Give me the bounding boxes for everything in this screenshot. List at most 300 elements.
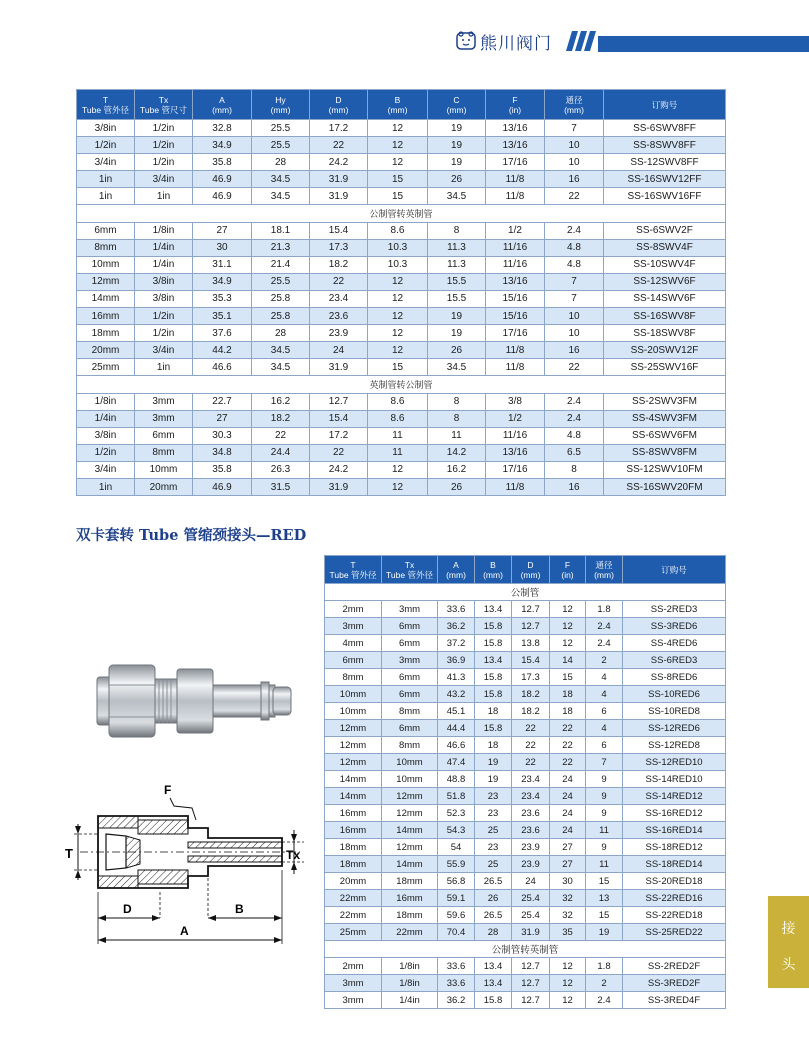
table-cell: 10mm: [382, 771, 438, 788]
table-cell: 11/8: [486, 342, 545, 359]
table-cell: SS-16RED12: [623, 805, 726, 822]
column-header: [310, 90, 368, 120]
table-cell: 12: [368, 342, 428, 359]
table-cell: 15.8: [475, 720, 512, 737]
table-cell: 31.9: [310, 171, 368, 188]
column-header: [135, 90, 193, 120]
table-row: [325, 754, 726, 771]
table-cell: 20mm: [77, 342, 135, 359]
table-cell: 6mm: [77, 222, 135, 239]
column-header-line: Tx: [158, 94, 169, 105]
side-tab-char-2: 头: [781, 957, 796, 973]
table-row: [77, 222, 726, 239]
table-header-row: [325, 556, 726, 584]
table-cell: SS-8SWV8FM: [604, 444, 726, 461]
section-row: [77, 205, 726, 222]
table-cell: 13.4: [475, 652, 512, 669]
table-cell: 12.7: [512, 975, 550, 992]
table-cell: 18: [475, 737, 512, 754]
table-cell: 8.6: [368, 222, 428, 239]
table-cell: 3/8in: [77, 120, 135, 137]
section-title: 双卡套转 Tube 管缩颈接头—RED: [76, 527, 307, 544]
column-header-line: A: [453, 559, 459, 570]
table-cell: 11/8: [486, 478, 545, 495]
table-cell: 8: [428, 393, 486, 410]
column-header-line: D: [335, 94, 342, 105]
table-cell: SS-18RED14: [623, 856, 726, 873]
red-fitting-table: [324, 555, 726, 1009]
table-cell: 2.4: [545, 222, 604, 239]
table-cell: SS-16SWV12FF: [604, 171, 726, 188]
table-cell: 12: [368, 137, 428, 154]
table-cell: 23.6: [512, 805, 550, 822]
table-cell: 3mm: [135, 410, 193, 427]
table-cell: 11: [428, 427, 486, 444]
table-cell: 1/4in: [135, 256, 193, 273]
table-cell: 23.4: [310, 290, 368, 307]
table-cell: 15: [586, 873, 623, 890]
table-cell: 21.4: [252, 256, 310, 273]
table-cell: SS-12SWV6F: [604, 273, 726, 290]
table-cell: 22: [545, 359, 604, 376]
table-cell: 9: [586, 805, 623, 822]
table-cell: 1/8in: [382, 975, 438, 992]
label-b: B: [235, 902, 244, 916]
table-cell: 25: [475, 856, 512, 873]
table-cell: SS-18RED12: [623, 839, 726, 856]
table-cell: 22: [512, 737, 550, 754]
table-cell: 12mm: [382, 788, 438, 805]
table-row: [325, 788, 726, 805]
table-cell: 48.8: [438, 771, 475, 788]
table-cell: 54: [438, 839, 475, 856]
table-cell: 25: [475, 822, 512, 839]
table-cell: 12mm: [325, 737, 382, 754]
table-cell: 4.8: [545, 427, 604, 444]
table-cell: 36.2: [438, 992, 475, 1009]
column-header-line: (mm): [212, 104, 232, 115]
table-cell: 10: [545, 325, 604, 342]
table-row: [325, 652, 726, 669]
table-cell: 25mm: [325, 924, 382, 941]
table-cell: 15/16: [486, 290, 545, 307]
section-label: 英制管转公制管: [77, 376, 726, 393]
table-cell: 22: [550, 720, 586, 737]
column-header-line: T: [102, 94, 109, 105]
table-cell: 70.4: [438, 924, 475, 941]
table-cell: 17.3: [310, 239, 368, 256]
table-cell: 31.9: [310, 359, 368, 376]
table-cell: 13.4: [475, 975, 512, 992]
table-cell: 24.2: [310, 154, 368, 171]
table-cell: 26: [428, 478, 486, 495]
table-cell: 56.8: [438, 873, 475, 890]
table-cell: 46.9: [193, 478, 252, 495]
table-cell: 17/16: [486, 461, 545, 478]
column-header-line: F: [512, 94, 518, 105]
column-header-line: (in): [561, 569, 574, 580]
table-cell: 3mm: [325, 975, 382, 992]
table-cell: 47.4: [438, 754, 475, 771]
table-cell: 32.8: [193, 120, 252, 137]
table-cell: 26: [475, 890, 512, 907]
table-cell: 15: [550, 669, 586, 686]
table-cell: 14mm: [77, 290, 135, 307]
table-cell: 15.4: [512, 652, 550, 669]
table-cell: SS-2RED2F: [623, 958, 726, 975]
table-cell: 22: [545, 188, 604, 205]
table-cell: 23.4: [512, 788, 550, 805]
table-cell: 30: [193, 239, 252, 256]
table-cell: 6: [586, 703, 623, 720]
column-header: [325, 556, 382, 584]
table-cell: SS-10SWV4F: [604, 256, 726, 273]
table-cell: 31.9: [310, 478, 368, 495]
table-cell: SS-25SWV16F: [604, 359, 726, 376]
table-cell: 6mm: [382, 635, 438, 652]
table-cell: 26.5: [475, 873, 512, 890]
table-cell: 10: [545, 308, 604, 325]
table-cell: 51.8: [438, 788, 475, 805]
column-header-line: B: [394, 94, 401, 105]
brand-name: 熊川阀门: [480, 33, 552, 54]
table-cell: 8mm: [382, 737, 438, 754]
table-row: [77, 137, 726, 154]
table-cell: 1/2in: [135, 325, 193, 342]
table-cell: 2.4: [545, 410, 604, 427]
table-cell: 16mm: [325, 805, 382, 822]
table-cell: 22: [512, 754, 550, 771]
label-d: D: [123, 902, 132, 916]
table-cell: 27: [550, 856, 586, 873]
table-cell: 16: [545, 342, 604, 359]
table-row: [325, 924, 726, 941]
column-header: [428, 90, 486, 120]
brand-bar: [598, 36, 809, 52]
column-header-line: (mm): [594, 569, 614, 580]
table-cell: 22: [310, 444, 368, 461]
table-cell: 18.2: [512, 703, 550, 720]
table-cell: 12mm: [325, 720, 382, 737]
table-cell: 1/2: [486, 222, 545, 239]
table-cell: 25.4: [512, 890, 550, 907]
column-header: [586, 556, 623, 584]
table-cell: 20mm: [325, 873, 382, 890]
table-row: [77, 478, 726, 495]
table-cell: 22: [512, 720, 550, 737]
table-cell: 19: [475, 771, 512, 788]
table-cell: 18.2: [310, 256, 368, 273]
table-cell: 24: [550, 771, 586, 788]
column-header-line: (mm): [564, 104, 584, 115]
table-cell: 18.1: [252, 222, 310, 239]
table-cell: 11: [586, 822, 623, 839]
table-cell: 1/8in: [135, 222, 193, 239]
table-cell: 12: [368, 120, 428, 137]
table-cell: 11/8: [486, 188, 545, 205]
column-header-line: C: [453, 94, 460, 105]
column-header-line: (in): [508, 104, 522, 115]
table-cell: 1/2in: [77, 444, 135, 461]
table-cell: 12mm: [77, 273, 135, 290]
table-cell: 2mm: [325, 958, 382, 975]
brand-header: [455, 26, 600, 56]
table-cell: SS-8RED6: [623, 669, 726, 686]
table-row: [77, 120, 726, 137]
section-label: 公制管: [325, 584, 726, 601]
column-header-line: 通径: [565, 94, 583, 105]
table-row: [77, 461, 726, 478]
table-cell: 10mm: [382, 754, 438, 771]
table-cell: SS-25RED22: [623, 924, 726, 941]
table-cell: 1in: [77, 171, 135, 188]
table-cell: 4: [586, 720, 623, 737]
column-header-line: Tube 管外径: [82, 104, 129, 115]
table-cell: 12.7: [310, 393, 368, 410]
table-cell: 1/2in: [135, 120, 193, 137]
table-cell: SS-3RED6: [623, 618, 726, 635]
table-cell: 11.3: [428, 256, 486, 273]
column-header: [623, 556, 726, 584]
section-label: 公制管转英制管: [77, 205, 726, 222]
table-row: [77, 444, 726, 461]
table-cell: 24: [550, 788, 586, 805]
table-cell: 14mm: [325, 788, 382, 805]
table-cell: 31.9: [310, 188, 368, 205]
table-cell: 30.3: [193, 427, 252, 444]
table-cell: 8: [545, 461, 604, 478]
table-cell: 33.6: [438, 958, 475, 975]
table-cell: 10: [545, 137, 604, 154]
table-row: [77, 410, 726, 427]
table-cell: 59.6: [438, 907, 475, 924]
table-cell: 11: [586, 856, 623, 873]
table-cell: 12: [368, 273, 428, 290]
table-row: [325, 720, 726, 737]
label-t: T: [65, 846, 73, 861]
table-cell: 15: [368, 359, 428, 376]
table-cell: 36.2: [438, 618, 475, 635]
column-header: [545, 90, 604, 120]
table-cell: 6mm: [135, 427, 193, 444]
table-cell: 25.5: [252, 137, 310, 154]
table-cell: 8: [428, 222, 486, 239]
table-cell: 25.8: [252, 290, 310, 307]
table-cell: 59.1: [438, 890, 475, 907]
table-cell: 16.2: [428, 461, 486, 478]
column-header-line: (mm): [520, 569, 541, 580]
table-cell: SS-22RED16: [623, 890, 726, 907]
table-cell: 6: [586, 737, 623, 754]
column-header: [475, 556, 512, 584]
table-row: [325, 805, 726, 822]
label-f: F: [164, 783, 172, 797]
table-cell: 7: [545, 273, 604, 290]
table-cell: 3/8in: [135, 273, 193, 290]
table-cell: 2.4: [545, 393, 604, 410]
column-header-line: Tx: [404, 559, 415, 570]
table-cell: 10: [545, 154, 604, 171]
table-cell: 7: [586, 754, 623, 771]
table-cell: 19: [586, 924, 623, 941]
table-cell: 12: [550, 601, 586, 618]
table-cell: SS-16SWV16FF: [604, 188, 726, 205]
table-cell: 11: [368, 444, 428, 461]
column-header-line: D: [527, 559, 534, 570]
section-row: [325, 584, 726, 601]
table-cell: 11/16: [486, 427, 545, 444]
table-cell: 1/4in: [135, 239, 193, 256]
table-cell: 24: [310, 342, 368, 359]
swv-fitting-table: [76, 89, 726, 496]
column-header: [193, 90, 252, 120]
table-cell: 52.3: [438, 805, 475, 822]
table-cell: 34.5: [428, 188, 486, 205]
table-row: [325, 975, 726, 992]
table-cell: 32: [550, 907, 586, 924]
table-cell: 23: [475, 805, 512, 822]
section-row: [77, 376, 726, 393]
table-cell: 25.5: [252, 273, 310, 290]
table-cell: SS-16SWV8F: [604, 308, 726, 325]
table-cell: 12.7: [512, 992, 550, 1009]
table-cell: 31.9: [512, 924, 550, 941]
table-cell: 22.7: [193, 393, 252, 410]
table-cell: 23.9: [512, 839, 550, 856]
column-header-line: B: [490, 559, 496, 570]
label-a: A: [180, 924, 189, 938]
table-cell: 15.8: [475, 635, 512, 652]
column-header: [368, 90, 428, 120]
column-header-line: (mm): [446, 104, 467, 115]
bear-logo-icon: [455, 30, 477, 52]
column-header-line: Hy: [275, 94, 286, 105]
column-header: [604, 90, 726, 120]
section-row: [325, 941, 726, 958]
table-cell: 16: [545, 171, 604, 188]
table-cell: 13: [586, 890, 623, 907]
table-cell: 18: [550, 703, 586, 720]
table-cell: 9: [586, 771, 623, 788]
table-cell: 3mm: [382, 652, 438, 669]
table-cell: 3/8: [486, 393, 545, 410]
table-cell: 1in: [135, 359, 193, 376]
table-cell: 12: [368, 325, 428, 342]
table-cell: 18mm: [77, 325, 135, 342]
table-cell: 2.4: [586, 992, 623, 1009]
table-row: [77, 325, 726, 342]
table-cell: 15.8: [475, 686, 512, 703]
table-cell: SS-20RED18: [623, 873, 726, 890]
table-cell: 2: [586, 652, 623, 669]
table-cell: 2.4: [586, 618, 623, 635]
table-cell: 24: [550, 822, 586, 839]
table-cell: SS-10RED8: [623, 703, 726, 720]
table-cell: 37.6: [193, 325, 252, 342]
table-cell: 3/8in: [77, 427, 135, 444]
table-cell: 22mm: [325, 890, 382, 907]
table-cell: 15: [368, 188, 428, 205]
table-row: [77, 239, 726, 256]
table-cell: SS-16SWV20FM: [604, 478, 726, 495]
column-header-line: F: [564, 559, 571, 570]
table-cell: 20mm: [135, 478, 193, 495]
table-cell: 11: [368, 427, 428, 444]
table-row: [77, 273, 726, 290]
table-cell: 6.5: [545, 444, 604, 461]
table-cell: 37.2: [438, 635, 475, 652]
table-cell: 34.5: [252, 342, 310, 359]
table-cell: SS-4RED6: [623, 635, 726, 652]
table-cell: SS-6SWV8FF: [604, 120, 726, 137]
table-cell: 28: [252, 325, 310, 342]
table-cell: 22: [252, 427, 310, 444]
table-cell: 12: [368, 290, 428, 307]
table-cell: 25mm: [77, 359, 135, 376]
table-cell: 15.4: [310, 410, 368, 427]
table-row: [77, 171, 726, 188]
table-cell: 4: [586, 669, 623, 686]
table-cell: 46.9: [193, 188, 252, 205]
table-cell: 23.9: [310, 325, 368, 342]
table-row: [325, 771, 726, 788]
table-cell: 23.9: [512, 856, 550, 873]
table-cell: 22: [550, 737, 586, 754]
table-row: [325, 873, 726, 890]
table-cell: 13/16: [486, 273, 545, 290]
table-cell: 24: [550, 805, 586, 822]
table-cell: 17/16: [486, 154, 545, 171]
table-row: [77, 342, 726, 359]
table-cell: 19: [428, 154, 486, 171]
table-row: [77, 256, 726, 273]
section-label: 公制管转英制管: [325, 941, 726, 958]
column-header-line: (mm): [328, 104, 349, 115]
table-cell: 11.3: [428, 239, 486, 256]
table-cell: 3/4in: [135, 342, 193, 359]
table-cell: 1in: [77, 188, 135, 205]
table-row: [77, 427, 726, 444]
table-cell: SS-2RED3: [623, 601, 726, 618]
table-cell: 1in: [77, 478, 135, 495]
table-cell: 10.3: [368, 256, 428, 273]
table-cell: 3/4in: [135, 171, 193, 188]
table-cell: 34.5: [428, 359, 486, 376]
table-cell: 8.6: [368, 393, 428, 410]
table-cell: 30: [550, 873, 586, 890]
table-cell: 24: [512, 873, 550, 890]
table-cell: 16mm: [77, 308, 135, 325]
table-cell: 6mm: [325, 652, 382, 669]
table-cell: 15: [586, 907, 623, 924]
column-header-line: (mm): [446, 569, 466, 580]
table-cell: 1in: [135, 188, 193, 205]
table-cell: 1/2: [486, 410, 545, 427]
table-row: [325, 669, 726, 686]
table-cell: 25.5: [252, 120, 310, 137]
table-cell: 17.3: [512, 669, 550, 686]
table-cell: 19: [428, 325, 486, 342]
table-cell: 12.7: [512, 958, 550, 975]
table-cell: SS-14SWV6F: [604, 290, 726, 307]
table-cell: 18: [475, 703, 512, 720]
table-cell: 3mm: [135, 393, 193, 410]
table-cell: 31.1: [193, 256, 252, 273]
table-cell: 41.3: [438, 669, 475, 686]
table-cell: 22mm: [325, 907, 382, 924]
table-cell: 3mm: [325, 618, 382, 635]
table-cell: 25.4: [512, 907, 550, 924]
